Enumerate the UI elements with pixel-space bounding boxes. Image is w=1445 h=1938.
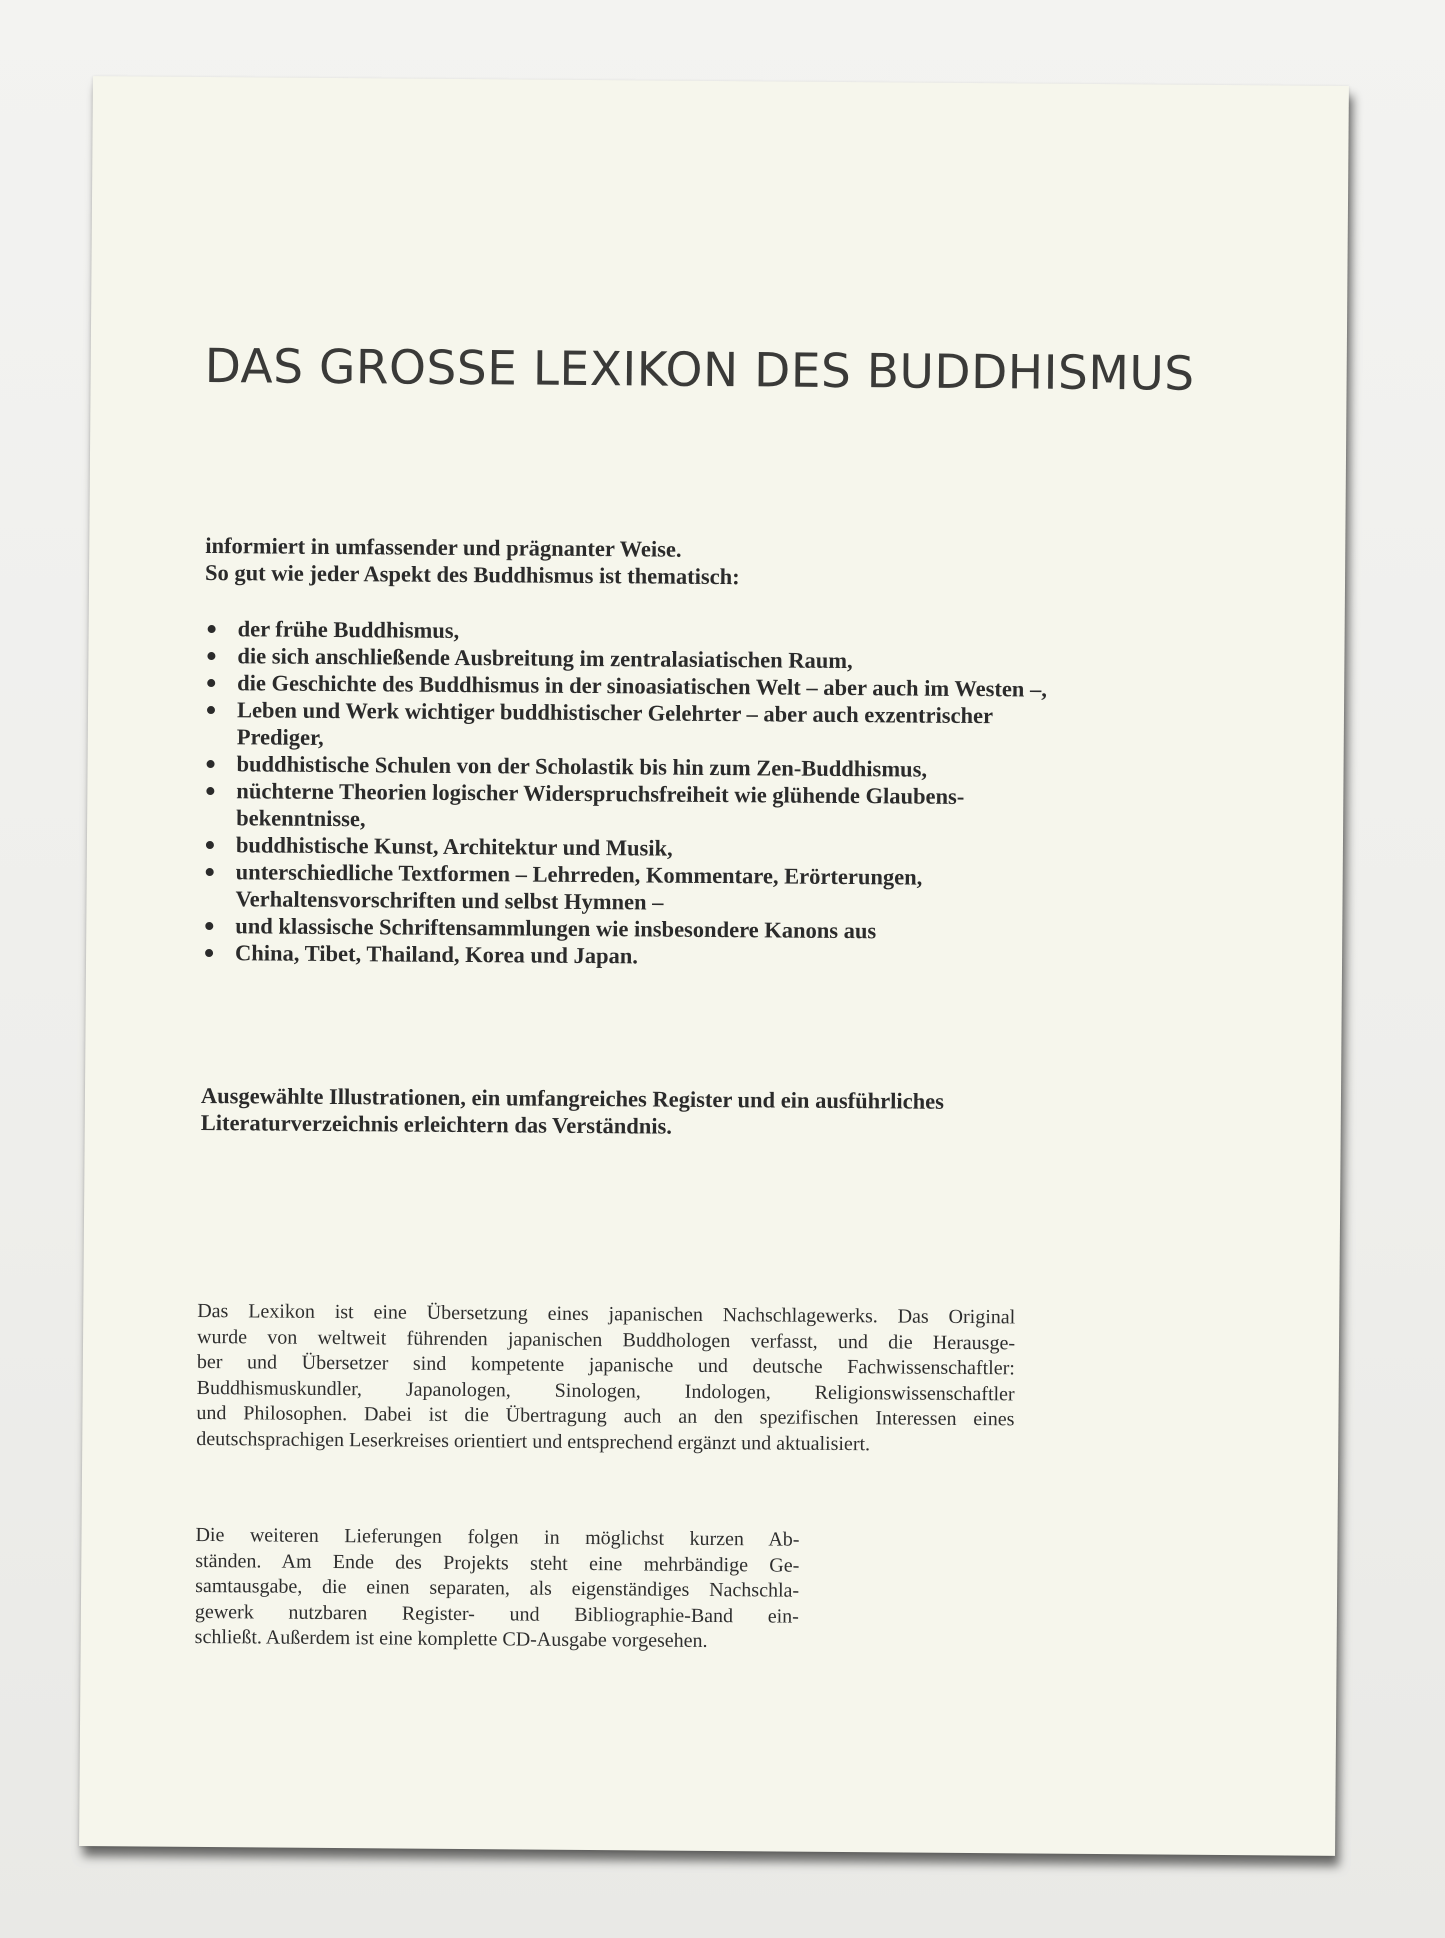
topic-line: Verhaltensvorschriften und selbst Hymnen – <box>235 886 664 915</box>
page-title: DAS GROSSE LEXIKON DES BUDDHISMUS <box>204 338 1195 402</box>
topic-line: nüchterne Theorien logischer Widerspruchsfreiheit wie glühende Glaubens- <box>236 778 965 809</box>
topic-line: buddhistische Schulen von der Scholastik bis hin zum Zen-Buddhismus, <box>236 751 928 782</box>
topic-list <box>202 615 1185 974</box>
summary-text <box>201 1082 944 1142</box>
intro-line: So gut wie jeder Aspekt des Buddhismus ist thematisch: <box>204 559 740 590</box>
summary-line: Ausgewählte Illustrationen, ein umfangreiches Register und ein ausführliches <box>200 1082 944 1114</box>
brochure-page <box>79 76 1349 1856</box>
topic-item <box>202 858 1182 920</box>
translation-paragraph <box>196 1299 1015 1458</box>
paragraph-line: ständen. Am Ende des Projekts steht eine mehrbändige Ge- <box>195 1549 800 1577</box>
summary-line: Literaturverzeichnis erleichtern das Verständnis. <box>200 1109 673 1139</box>
paragraph-line: schließt. Außerdem ist eine komplette CD-Ausgabe vorgesehen. <box>194 1625 708 1652</box>
topic-line: bekenntnisse, <box>236 805 366 832</box>
paragraph-line: Buddhismuskundler, Japanologen, Sinologen, Indologen, Religionswissenschaftler <box>196 1376 1015 1405</box>
topic-line: buddhistische Kunst, Architektur und Musik, <box>235 832 673 861</box>
paragraph-line: und Philosophen. Dabei ist die Übertragung auch an den spezifischen Interessen eines <box>196 1401 1015 1431</box>
deliveries-paragraph <box>195 1523 800 1655</box>
paragraph-line: wurde von weltweit führenden japanischen Buddhologen verfasst, und die Herausge- <box>196 1325 1016 1354</box>
intro-text <box>205 532 740 590</box>
topic-item <box>204 696 1184 758</box>
topic-line: die sich anschließende Ausbreitung im zentralasiatischen Raum, <box>237 643 853 674</box>
topic-line: und klassische Schriftensammlungen wie insbesondere Kanons aus <box>235 913 877 944</box>
intro-line: informiert in umfassender und prägnanter Weise. <box>205 532 682 562</box>
paragraph-line: Das Lexikon ist eine Übersetzung eines japanischen Nachschlagewerks. Das Original <box>197 1299 1016 1329</box>
paragraph-line: Die weiteren Lieferungen folgen in möglichst kurzen Ab- <box>195 1523 800 1551</box>
topic-item <box>203 777 1183 839</box>
paragraph-line: gewerk nutzbaren Register- und Bibliographie-Band ein- <box>194 1600 799 1628</box>
paragraph-line: ber und Übersetzer sind kompetente japanische und deutsche Fachwissenschaftler: <box>196 1350 1015 1380</box>
topic-line: China, Tibet, Thailand, Korea und Japan. <box>234 940 639 969</box>
topic-line: die Geschichte des Buddhismus in der sinoasiatischen Welt – aber auch im Westen –, <box>237 670 1047 702</box>
topic-line: unterschiedliche Textformen – Lehrreden, Kommentare, Erörterungen, <box>235 859 923 890</box>
paragraph-line: samtausgabe, die einen separaten, als eigenständiges Nachschla- <box>195 1574 800 1602</box>
topic-line: Leben und Werk wichtiger buddhistischer Gelehrter – aber auch exzentrischer <box>236 697 994 729</box>
paragraph-line: deutschsprachigen Leserkreises orientiert und entsprechend ergänzt und aktualisiert. <box>196 1427 871 1455</box>
topic-line: der frühe Buddhismus, <box>237 616 460 643</box>
topic-line: Prediger, <box>236 724 324 750</box>
